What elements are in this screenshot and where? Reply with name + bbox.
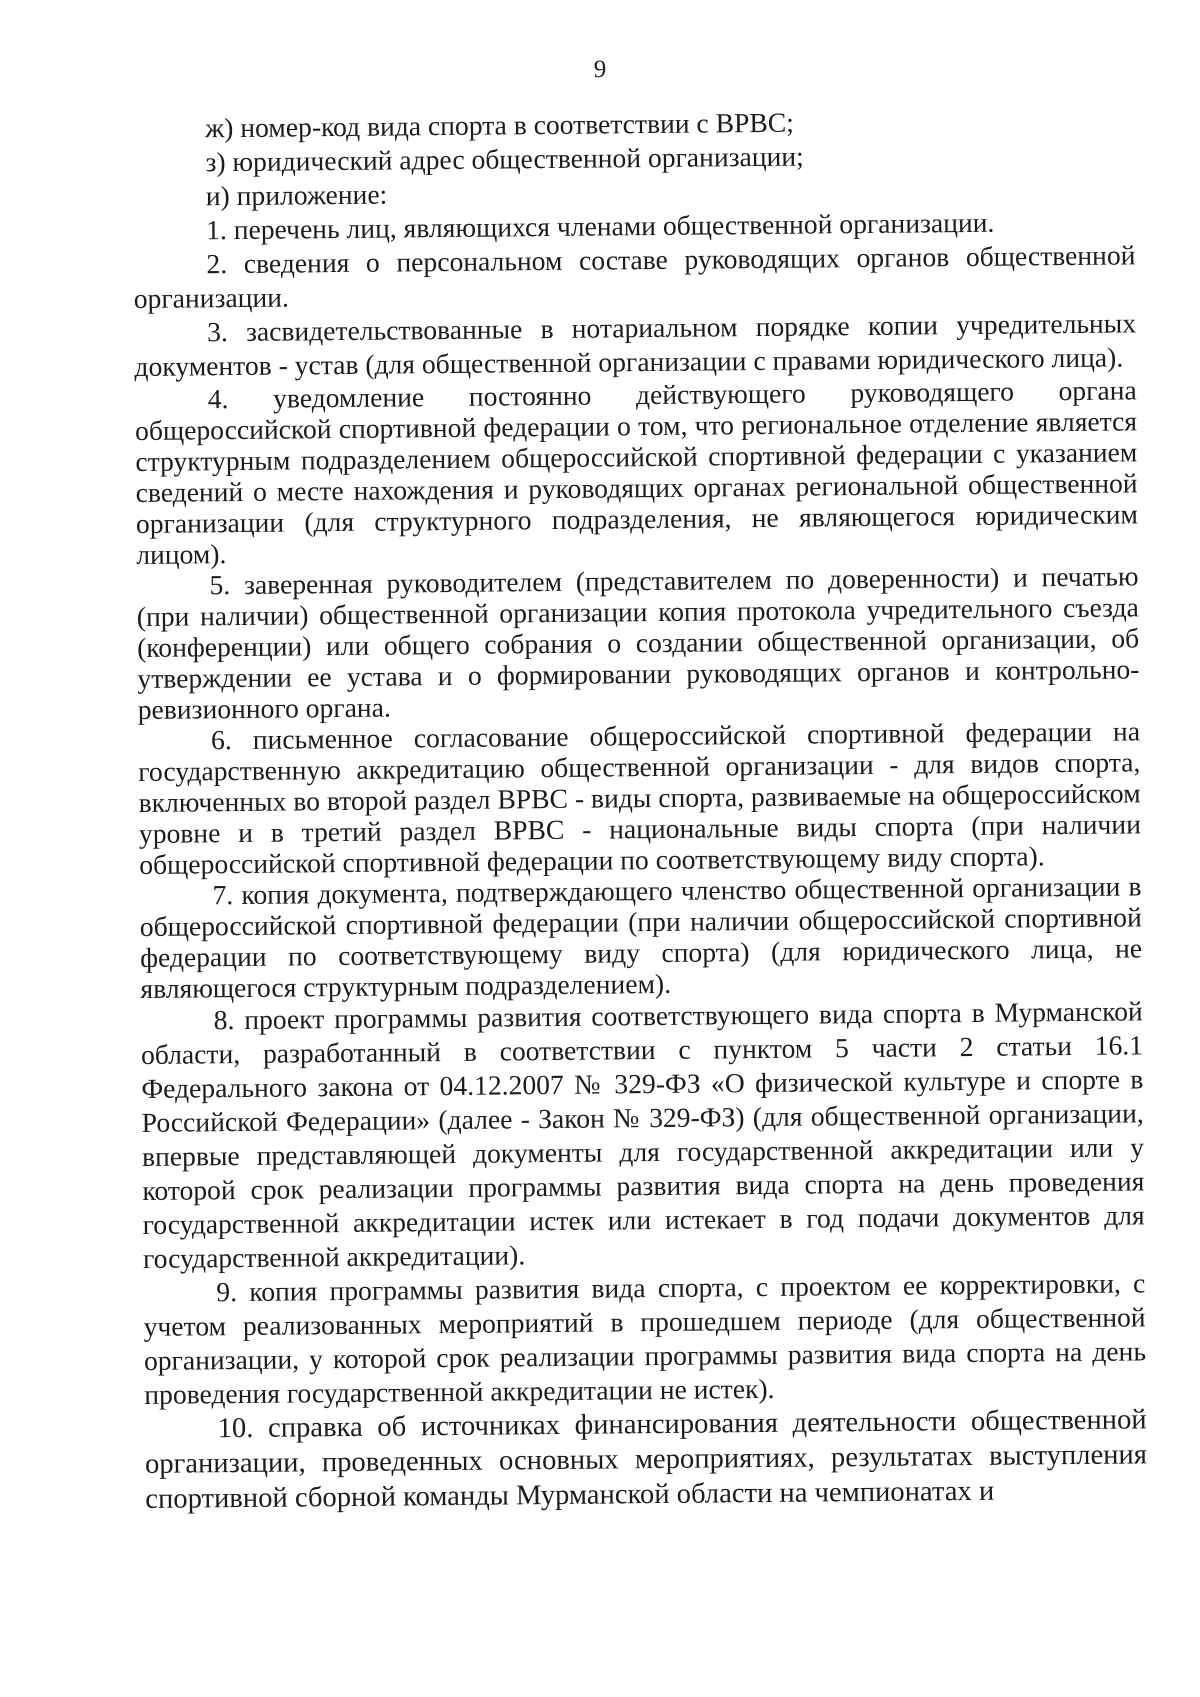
list-item-i: и) приложение: [205, 178, 388, 212]
appendix-item-8: 8. проект программы развития соответствующего вида спорта в Мурманской области, разработанный в соответствии с пунктом 5 части 2 статьи 16.1 Федерального закона от 04.12.2007 № 329-ФЗ «О физической культуре и спорте в Российской Федерации» (далее - Закон № 329-ФЗ) (для общественной организации, впервые представляющей документы для государственной аккредитации или у которой срок реализации программы развития вида спорта на день проведения государственной аккредитации истек или истекает в год подачи документов для государственной аккредитации). [140, 995, 1145, 1274]
list-item-zh: ж) номер-код вида спорта в соответствии с ВРВС; [205, 106, 794, 144]
appendix-item-9: 9. копия программы развития вида спорта, с проектом ее корректировки, с учетом реализованных мероприятий в прошедшем периоде (для общественной организации, у которой срок реализации программы развития вида спорта на день проведения государственной аккредитации не истек). [143, 1267, 1147, 1410]
appendix-item-7: 7. копия документа, подтверждающего членство общественной организации в общероссийской спортивной федерации (при наличии общероссийской спортивной федерации по соответствующему виду спорта) (для юридического лица, не являющегося структурным подразделением). [139, 870, 1143, 1004]
appendix-item-5: 5. заверенная руководителем (представителем по доверенности) и печатью (при наличии) общественной организации копия протокола учредительного съезда (конференции) или общего собрания о создании общественной организации, об утверждении ее устава и о формировании руководящих органов и контрольно-ревизионного органа. [136, 560, 1140, 725]
document-body [132, 102, 1147, 1517]
appendix-item-6: 6. письменное согласование общероссийской спортивной федерации на государственную аккредитацию общественной организации - для видов спорта, включенных во второй раздел ВРВС - виды спорта, развиваемые на общероссийском уровне и в третий раздел ВРВС - национальные виды спорта (при наличии общероссийской спортивной федерации по соответствующему виду спорта). [138, 715, 1142, 880]
appendix-item-2: 2. сведения о персональном составе руководящих органов общественной организации. [133, 239, 1136, 314]
appendix-item-3: 3. засвидетельствованные в нотариальном порядке копии учредительных документов - устав (для общественной организации с правами юридического лица). [134, 307, 1137, 382]
appendix-item-10: 10. справка об источниках финансирования деятельности общественной организации, проведенных основных мероприятиях, результатах выступления спортивной сборной команды Мурманской области на чемпионатах и [144, 1404, 1148, 1515]
page-number: 9 [593, 56, 607, 83]
appendix-item-4: 4. уведомление постоянно действующего руководящего органа общероссийской спортивной федерации о том, что региональное отделение является структурным подразделением общероссийской спортивной федерации с указанием сведений о месте нахождения и руководящих органах региональной общественной организации (для структурного подразделения, не являющегося юридическим лицом). [134, 374, 1139, 570]
list-item-z: з) юридический адрес общественной организации; [205, 140, 804, 178]
appendix-item-1: 1. перечень лиц, являющихся членами общественной организации. [205, 206, 995, 246]
